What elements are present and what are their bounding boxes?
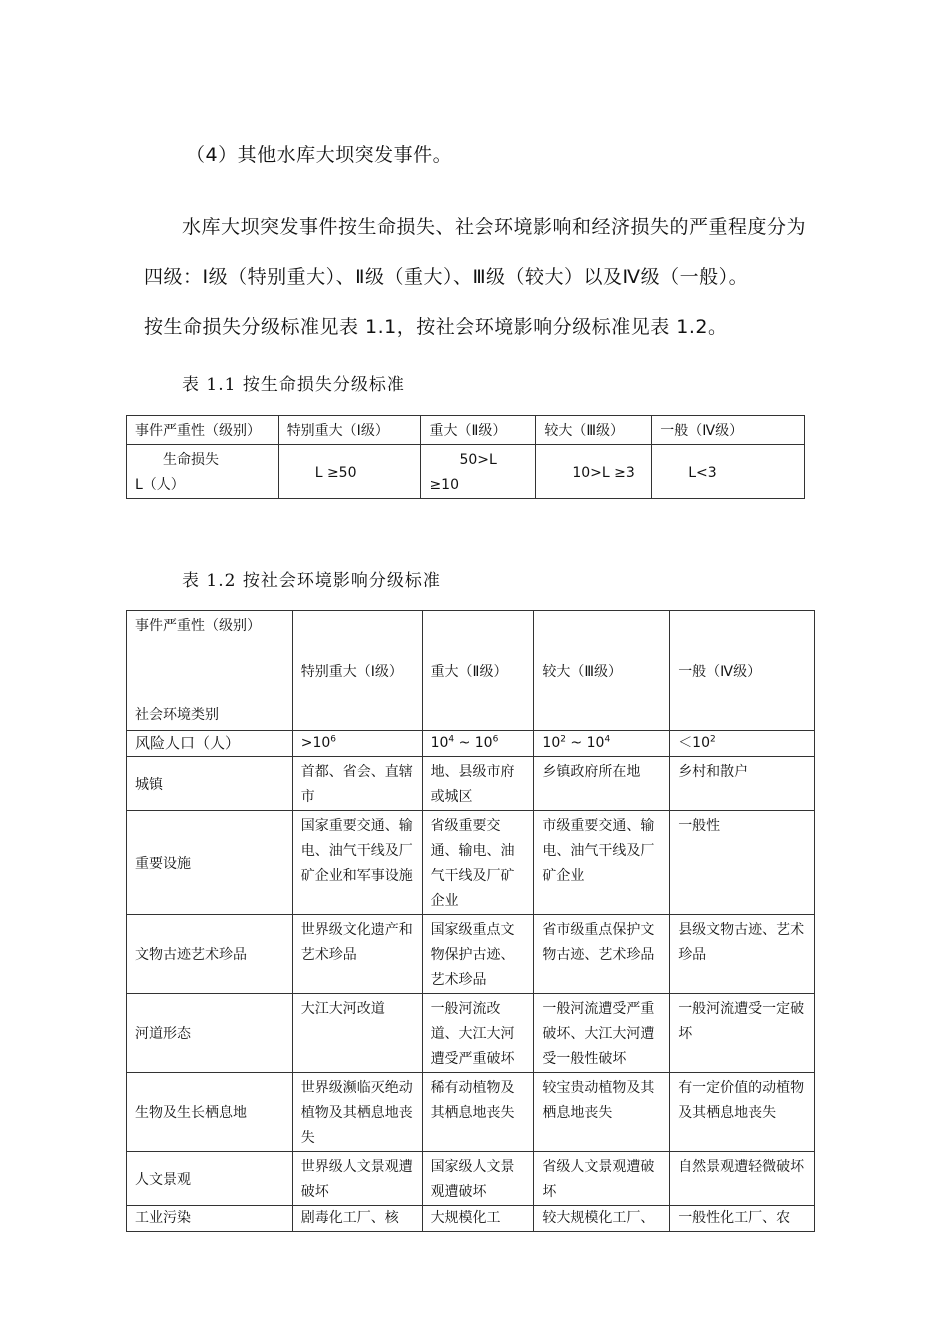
table1-header-cell: 事件严重性（级别） [127, 416, 279, 445]
cell-line2: ≥10 [429, 477, 459, 493]
row-label: 城镇 [127, 757, 293, 811]
table1-caption: 表 1.1 按生命损失分级标准 [182, 375, 405, 395]
table1-cell-level2 [421, 445, 536, 499]
table1-header-row [127, 416, 805, 445]
risk-sep: ~ [454, 735, 475, 751]
risk-base: ＜10 [678, 735, 711, 751]
table-cell: 一般河流遭受严重破坏、大江大河遭受一般性破坏 [534, 994, 670, 1073]
table-row [127, 1073, 815, 1152]
table2-header-cell: 特别重大（Ⅰ级） [292, 611, 422, 731]
row-label: 工业污染 [127, 1206, 293, 1232]
risk-exp: 6 [492, 734, 499, 745]
table-cell: 乡村和散户 [670, 757, 815, 811]
corner-bottom-label: 社会环境类别 [135, 707, 219, 723]
paragraph-line-2: 四级：Ⅰ级（特别重大）、Ⅱ级（重大）、Ⅲ级（较大）以及Ⅳ级（一般）。 [144, 266, 749, 288]
table-cell: 国家级人文景观遭破坏 [422, 1152, 534, 1206]
row-label: 人文景观 [127, 1152, 293, 1206]
table1-row-label [127, 445, 279, 499]
table-cell: 自然景观遭轻微破坏 [670, 1152, 815, 1206]
table-row [127, 757, 815, 811]
risk-cell-level2 [422, 731, 534, 757]
table-cell: 有一定价值的动植物及其栖息地丧失 [670, 1073, 815, 1152]
table1-cell-level1: L ≥50 [278, 445, 421, 499]
table-row [127, 1206, 815, 1232]
table-cell: 市级重要交通、输电、油气干线及厂矿企业 [534, 811, 670, 915]
table-row [127, 811, 815, 915]
row-label: 河道形态 [127, 994, 293, 1073]
table-cell: 省级人文景观遭破坏 [534, 1152, 670, 1206]
risk-base: 10 [474, 735, 493, 751]
row-label: 文物古迹艺术珍品 [127, 915, 293, 994]
table1-life-loss [126, 415, 805, 499]
table-row [127, 915, 815, 994]
table1-header-cell: 重大（Ⅱ级） [421, 416, 536, 445]
table-cell: 世界级濒临灭绝动植物及其栖息地丧失 [292, 1073, 422, 1152]
risk-base: 10 [586, 735, 605, 751]
cell-line1: 50>L [459, 452, 497, 468]
table-row [127, 994, 815, 1073]
risk-exp: 6 [330, 734, 337, 745]
risk-label: 风险人口（人） [127, 731, 293, 757]
table2-header-cell: 较大（Ⅲ级） [534, 611, 670, 731]
table-cell: 世界级人文景观遭破坏 [292, 1152, 422, 1206]
risk-cell-level3 [534, 731, 670, 757]
table1-header-cell: 特别重大（Ⅰ级） [278, 416, 421, 445]
table2-header-cell: 一般（Ⅳ级） [670, 611, 815, 731]
risk-sep: ~ [565, 735, 587, 751]
table1-data-row [127, 445, 805, 499]
table-cell: 一般性化工厂、农 [670, 1206, 815, 1232]
table1-header-cell: 一般（Ⅳ级） [652, 416, 805, 445]
table-cell: 国家级重点文物保护古迹、艺术珍品 [422, 915, 534, 994]
corner-top-label: 事件严重性（级别） [135, 618, 261, 634]
risk-exp: 4 [604, 734, 611, 745]
table-row [127, 1152, 815, 1206]
table1-cell-level3: 10>L ≥3 [536, 445, 652, 499]
table-cell: 省市级重点保护文物古迹、艺术珍品 [534, 915, 670, 994]
risk-cell-level4 [670, 731, 815, 757]
table-cell: 世界级文化遗产和艺术珍品 [292, 915, 422, 994]
table-cell: 较宝贵动植物及其栖息地丧失 [534, 1073, 670, 1152]
table2-social-env [126, 610, 815, 1232]
table2-header-cell: 重大（Ⅱ级） [422, 611, 534, 731]
paragraph-line-3: 按生命损失分级标准见表 1.1，按社会环境影响分级标准见表 1.2。 [144, 316, 728, 338]
table-cell: 稀有动植物及其栖息地丧失 [422, 1073, 534, 1152]
risk-base: 10 [430, 735, 449, 751]
table1-header-cell: 较大（Ⅲ级） [536, 416, 652, 445]
risk-exp: 2 [560, 734, 566, 745]
table1-cell-level4: L<3 [652, 445, 805, 499]
table-cell: 剧毒化工厂、核 [292, 1206, 422, 1232]
table-cell: 首都、省会、直辖市 [292, 757, 422, 811]
table2-risk-row [127, 731, 815, 757]
risk-exp: 2 [710, 734, 716, 745]
paragraph-item-4: （4）其他水库大坝突发事件。 [186, 144, 453, 166]
table-cell: 乡镇政府所在地 [534, 757, 670, 811]
table-cell: 一般河流遭受一定破坏 [670, 994, 815, 1073]
table-cell: 大江大河改道 [292, 994, 422, 1073]
paragraph-line-1: 水库大坝突发事件按生命损失、社会环境影响和经济损失的严重程度分为 [182, 216, 807, 238]
table-cell: 县级文物古迹、艺术珍品 [670, 915, 815, 994]
table2-caption: 表 1.2 按社会环境影响分级标准 [182, 571, 441, 591]
risk-cell-level1 [292, 731, 422, 757]
table-cell: 国家重要交通、输电、油气干线及厂矿企业和军事设施 [292, 811, 422, 915]
table-cell: 省级重要交通、输电、油气干线及厂矿企业 [422, 811, 534, 915]
table-cell: 较大规模化工厂、 [534, 1206, 670, 1232]
row-label: 重要设施 [127, 811, 293, 915]
table-cell: 地、县级市府或城区 [422, 757, 534, 811]
row-label-line2: L（人） [135, 477, 185, 493]
risk-base: 10 [542, 735, 561, 751]
row-label: 生物及生长栖息地 [127, 1073, 293, 1152]
table-cell: 大规模化工 [422, 1206, 534, 1232]
table2-header-row [127, 611, 815, 731]
table-cell: 一般性 [670, 811, 815, 915]
table2-corner-cell [127, 611, 293, 731]
risk-exp: 4 [448, 734, 455, 745]
risk-base: >10 [300, 735, 331, 751]
table-cell: 一般河流改道、大江大河遭受严重破坏 [422, 994, 534, 1073]
row-label-line1: 生命损失 [163, 452, 219, 468]
